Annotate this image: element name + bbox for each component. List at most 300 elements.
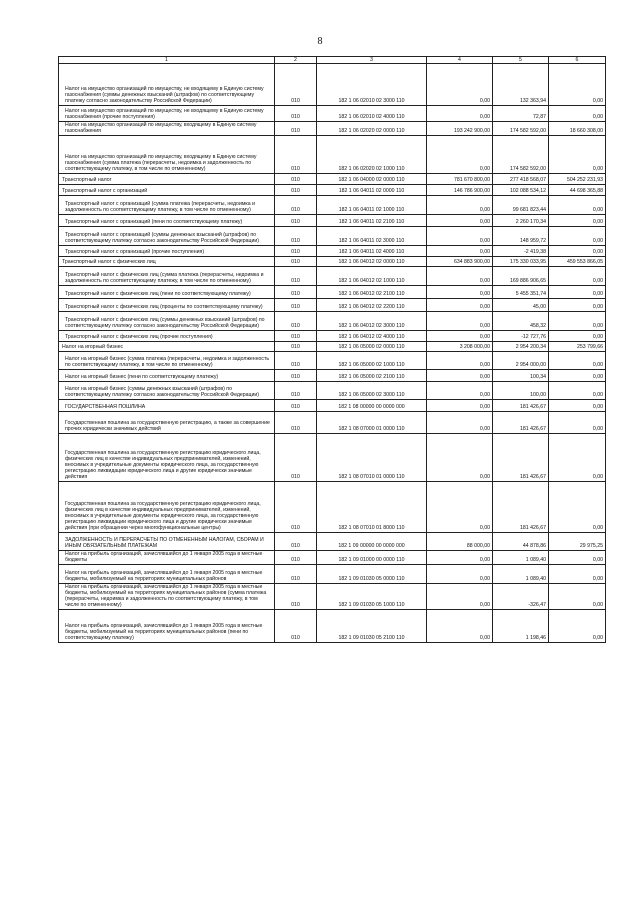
unexecuted-amount-cell bbox=[549, 267, 606, 286]
executed-amount-cell bbox=[493, 312, 549, 331]
budget-code-cell bbox=[317, 257, 427, 267]
planned-amount-cell bbox=[427, 174, 493, 185]
row-name-text: ЗАДОЛЖЕННОСТЬ И ПЕРЕРАСЧЕТЫ ПО ОТМЕНЕННЫМ НАЛОГАМ, СБОРАМ И ИНЫМ ОБЯЗАТЕЛЬНЫМ ПЛАТЕЖАМ bbox=[65, 537, 264, 549]
executed-amount-cell bbox=[493, 584, 549, 610]
unexecuted-amount-text: 0,00 bbox=[592, 392, 603, 398]
line-code-cell bbox=[275, 412, 317, 434]
row-name-cell bbox=[59, 267, 275, 286]
line-code-cell bbox=[275, 246, 317, 257]
line-code-text: 010 bbox=[291, 188, 300, 194]
budget-code-cell bbox=[317, 400, 427, 412]
table-row bbox=[59, 312, 606, 331]
unexecuted-amount-text: 0,00 bbox=[592, 557, 603, 563]
planned-amount-cell bbox=[427, 565, 493, 584]
executed-amount-text: 1 198,46 bbox=[525, 635, 546, 641]
planned-amount-text: 0,00 bbox=[479, 207, 490, 213]
budget-code-text: 182 1 06 05000 02 0000 110 bbox=[338, 344, 405, 350]
executed-amount-cell bbox=[493, 434, 549, 482]
row-name-text: Транспортный налог с физических лиц (проценты по соответствующему платежу) bbox=[65, 304, 263, 310]
column-header: 3 bbox=[317, 57, 427, 64]
executed-amount-cell bbox=[493, 215, 549, 227]
row-name-cell bbox=[59, 215, 275, 227]
planned-amount-text: 0,00 bbox=[479, 249, 490, 255]
budget-code-cell bbox=[317, 312, 427, 331]
planned-amount-text: 0,00 bbox=[479, 374, 490, 380]
row-name-text: Транспортный налог с физических лиц (прочие поступления) bbox=[65, 334, 213, 340]
line-code-text: 010 bbox=[291, 177, 300, 183]
table-row bbox=[59, 299, 606, 312]
table-row bbox=[59, 412, 606, 434]
planned-amount-text: 0,00 bbox=[479, 404, 490, 410]
unexecuted-amount-cell bbox=[549, 584, 606, 610]
unexecuted-amount-text: 0,00 bbox=[592, 635, 603, 641]
row-name-text: Транспортный налог с физических лиц bbox=[62, 259, 156, 265]
budget-code-cell bbox=[317, 246, 427, 257]
unexecuted-amount-cell bbox=[549, 400, 606, 412]
executed-amount-text: 181 426,67 bbox=[520, 426, 546, 432]
budget-code-text: 182 1 08 07000 01 0000 110 bbox=[338, 426, 405, 432]
budget-code-cell bbox=[317, 565, 427, 584]
executed-amount-cell bbox=[493, 382, 549, 400]
line-code-cell bbox=[275, 106, 317, 122]
unexecuted-amount-cell bbox=[549, 551, 606, 565]
executed-amount-text: 102 088 534,12 bbox=[509, 188, 546, 194]
row-name-cell bbox=[59, 331, 275, 342]
unexecuted-amount-cell bbox=[549, 312, 606, 331]
table-row bbox=[59, 610, 606, 643]
table-row bbox=[59, 370, 606, 382]
unexecuted-amount-text: 0,00 bbox=[592, 474, 603, 480]
budget-code-cell bbox=[317, 370, 427, 382]
planned-amount-text: 0,00 bbox=[479, 334, 490, 340]
unexecuted-amount-cell bbox=[549, 286, 606, 299]
row-name-cell bbox=[59, 106, 275, 122]
executed-amount-text: 132 363,94 bbox=[520, 98, 546, 104]
row-name-text: Транспортный налог bbox=[62, 177, 112, 183]
budget-code-text: 182 1 09 01030 05 0000 110 bbox=[338, 576, 405, 582]
row-name-cell bbox=[59, 174, 275, 185]
line-code-cell bbox=[275, 299, 317, 312]
planned-amount-text: 0,00 bbox=[479, 557, 490, 563]
executed-amount-text: 175 330 033,95 bbox=[509, 259, 546, 265]
table-row bbox=[59, 106, 606, 122]
line-code-text: 010 bbox=[291, 238, 300, 244]
row-name-text: Налог на игорный бизнес (суммы денежных взысканий (штрафов) по соответствующему платежу согласно законодательству Российской Федерации) bbox=[65, 386, 260, 398]
budget-code-cell bbox=[317, 331, 427, 342]
executed-amount-cell bbox=[493, 533, 549, 551]
planned-amount-cell bbox=[427, 584, 493, 610]
planned-amount-cell bbox=[427, 122, 493, 136]
line-code-text: 010 bbox=[291, 392, 300, 398]
unexecuted-amount-text: 0,00 bbox=[592, 362, 603, 368]
line-code-cell bbox=[275, 174, 317, 185]
planned-amount-cell bbox=[427, 400, 493, 412]
table-row bbox=[59, 64, 606, 106]
line-code-text: 010 bbox=[291, 635, 300, 641]
executed-amount-text: 45,00 bbox=[533, 304, 546, 310]
planned-amount-cell bbox=[427, 106, 493, 122]
executed-amount-text: 1 089,40 bbox=[525, 576, 546, 582]
budget-code-cell bbox=[317, 482, 427, 533]
unexecuted-amount-cell bbox=[549, 185, 606, 196]
planned-amount-cell bbox=[427, 246, 493, 257]
budget-code-text: 182 1 06 02020 02 1000 110 bbox=[338, 166, 405, 172]
line-code-text: 010 bbox=[291, 278, 300, 284]
executed-amount-cell bbox=[493, 136, 549, 174]
unexecuted-amount-cell bbox=[549, 257, 606, 267]
planned-amount-cell bbox=[427, 267, 493, 286]
executed-amount-text: 174 582 592,00 bbox=[509, 166, 546, 172]
line-code-cell bbox=[275, 352, 317, 370]
row-name-cell bbox=[59, 412, 275, 434]
line-code-cell bbox=[275, 267, 317, 286]
budget-code-cell bbox=[317, 196, 427, 215]
planned-amount-cell bbox=[427, 382, 493, 400]
budget-code-cell bbox=[317, 185, 427, 196]
executed-amount-text: 174 582 592,00 bbox=[509, 128, 546, 134]
line-code-cell bbox=[275, 185, 317, 196]
row-name-cell bbox=[59, 584, 275, 610]
row-name-cell bbox=[59, 565, 275, 584]
column-header: 4 bbox=[427, 57, 493, 64]
table-row bbox=[59, 533, 606, 551]
budget-code-text: 182 1 06 04012 02 2100 110 bbox=[338, 291, 405, 297]
budget-code-text: 182 1 06 02020 02 0000 110 bbox=[338, 128, 405, 134]
row-name-text: Государственная пошлина за государственную регистрацию, а также за совершение прочих юридически значимых действий bbox=[65, 420, 270, 432]
planned-amount-cell bbox=[427, 551, 493, 565]
planned-amount-text: 0,00 bbox=[479, 278, 490, 284]
line-code-text: 010 bbox=[291, 543, 300, 549]
unexecuted-amount-text: 0,00 bbox=[592, 278, 603, 284]
line-code-text: 010 bbox=[291, 259, 300, 265]
table-row bbox=[59, 331, 606, 342]
table-header-row bbox=[59, 57, 606, 64]
unexecuted-amount-text: 0,00 bbox=[592, 291, 603, 297]
budget-code-text: 182 1 06 04012 02 1000 110 bbox=[338, 278, 405, 284]
executed-amount-cell bbox=[493, 246, 549, 257]
row-name-cell bbox=[59, 610, 275, 643]
line-code-cell bbox=[275, 400, 317, 412]
unexecuted-amount-text: 0,00 bbox=[592, 304, 603, 310]
planned-amount-text: 781 670 800,00 bbox=[453, 177, 490, 183]
executed-amount-cell bbox=[493, 122, 549, 136]
executed-amount-cell bbox=[493, 299, 549, 312]
line-code-cell bbox=[275, 610, 317, 643]
planned-amount-cell bbox=[427, 227, 493, 246]
budget-code-cell bbox=[317, 610, 427, 643]
planned-amount-cell bbox=[427, 610, 493, 643]
line-code-text: 010 bbox=[291, 128, 300, 134]
budget-code-cell bbox=[317, 412, 427, 434]
line-code-text: 010 bbox=[291, 291, 300, 297]
row-name-cell bbox=[59, 246, 275, 257]
line-code-cell bbox=[275, 551, 317, 565]
executed-amount-text: 169 886 906,65 bbox=[509, 278, 546, 284]
unexecuted-amount-cell bbox=[549, 246, 606, 257]
executed-amount-text: 181 426,67 bbox=[520, 404, 546, 410]
line-code-cell bbox=[275, 227, 317, 246]
unexecuted-amount-cell bbox=[549, 174, 606, 185]
executed-amount-text: 2 954 200,34 bbox=[515, 344, 546, 350]
unexecuted-amount-text: 253 799,66 bbox=[577, 344, 603, 350]
budget-code-text: 182 1 06 05000 02 1000 110 bbox=[338, 362, 405, 368]
budget-code-text: 182 1 08 07010 01 0000 110 bbox=[338, 474, 405, 480]
planned-amount-text: 0,00 bbox=[479, 166, 490, 172]
executed-amount-cell bbox=[493, 64, 549, 106]
table-row bbox=[59, 286, 606, 299]
unexecuted-amount-text: 44 698 365,88 bbox=[569, 188, 603, 194]
budget-code-text: 182 1 06 04000 02 0000 110 bbox=[338, 177, 405, 183]
line-code-text: 010 bbox=[291, 557, 300, 563]
table-row bbox=[59, 267, 606, 286]
table-row bbox=[59, 551, 606, 565]
line-code-text: 010 bbox=[291, 166, 300, 172]
line-code-text: 010 bbox=[291, 334, 300, 340]
line-code-cell bbox=[275, 136, 317, 174]
unexecuted-amount-text: 0,00 bbox=[592, 238, 603, 244]
row-name-cell bbox=[59, 482, 275, 533]
budget-code-text: 182 1 06 04012 02 4000 110 bbox=[338, 334, 405, 340]
line-code-cell bbox=[275, 584, 317, 610]
line-code-text: 010 bbox=[291, 219, 300, 225]
table-row bbox=[59, 584, 606, 610]
planned-amount-cell bbox=[427, 533, 493, 551]
line-code-cell bbox=[275, 565, 317, 584]
row-name-text: Налог на имущество организаций по имуществу, входящему в Единую систему газоснабжения (сумма платежа (перерасчеты, недоимка и задолженность по соответствующему платежу, в том числе по отмененному) bbox=[65, 154, 257, 172]
unexecuted-amount-text: 0,00 bbox=[592, 602, 603, 608]
planned-amount-text: 0,00 bbox=[479, 114, 490, 120]
planned-amount-text: 0,00 bbox=[479, 426, 490, 432]
line-code-cell bbox=[275, 434, 317, 482]
table-row bbox=[59, 400, 606, 412]
column-header: 1 bbox=[59, 57, 275, 64]
executed-amount-text: -2 419,38 bbox=[524, 249, 546, 255]
row-name-cell bbox=[59, 352, 275, 370]
executed-amount-text: 100,00 bbox=[530, 392, 546, 398]
unexecuted-amount-cell bbox=[549, 342, 606, 352]
executed-amount-cell bbox=[493, 196, 549, 215]
planned-amount-text: 0,00 bbox=[479, 392, 490, 398]
executed-amount-text: 181 426,67 bbox=[520, 525, 546, 531]
planned-amount-text: 0,00 bbox=[479, 474, 490, 480]
planned-amount-cell bbox=[427, 370, 493, 382]
report-table bbox=[58, 56, 606, 643]
line-code-text: 010 bbox=[291, 426, 300, 432]
table-row bbox=[59, 342, 606, 352]
row-name-text: Транспортный налог с организаций (суммы денежных взысканий (штрафов) по соответствующему платежу согласно законодательству Российской Федерации) bbox=[65, 232, 260, 244]
unexecuted-amount-text: 459 553 866,05 bbox=[566, 259, 603, 265]
row-name-cell bbox=[59, 122, 275, 136]
unexecuted-amount-cell bbox=[549, 565, 606, 584]
planned-amount-text: 88 000,00 bbox=[466, 543, 490, 549]
row-name-text: Транспортный налог с физических лиц (суммы денежных взысканий (штрафов) по соответствующему платежу согласно законодательству Российской Федерации) bbox=[65, 317, 265, 329]
line-code-text: 010 bbox=[291, 114, 300, 120]
row-name-cell bbox=[59, 370, 275, 382]
row-name-text: Транспортный налог с физических лиц (пени по соответствующему платежу) bbox=[65, 291, 251, 297]
planned-amount-text: 0,00 bbox=[479, 362, 490, 368]
budget-code-cell bbox=[317, 215, 427, 227]
budget-code-text: 182 1 09 01030 05 2100 110 bbox=[338, 635, 405, 641]
budget-code-cell bbox=[317, 227, 427, 246]
executed-amount-text: 5 455 351,74 bbox=[515, 291, 546, 297]
line-code-cell bbox=[275, 382, 317, 400]
row-name-cell bbox=[59, 400, 275, 412]
line-code-cell bbox=[275, 122, 317, 136]
unexecuted-amount-text: 0,00 bbox=[592, 525, 603, 531]
table-row bbox=[59, 246, 606, 257]
unexecuted-amount-text: 18 660 308,00 bbox=[569, 128, 603, 134]
row-name-text: Налог на имущество организаций по имуществу, не входящему в Единую систему газоснабжения (суммы денежных взысканий (штрафов) по соответствующему платежу согласно законодательству Российской Федерации) bbox=[65, 86, 264, 104]
row-name-cell bbox=[59, 551, 275, 565]
unexecuted-amount-cell bbox=[549, 434, 606, 482]
line-code-cell bbox=[275, 312, 317, 331]
planned-amount-text: 0,00 bbox=[479, 635, 490, 641]
budget-code-text: 182 1 08 07010 01 8000 110 bbox=[338, 525, 405, 531]
planned-amount-cell bbox=[427, 482, 493, 533]
row-name-cell bbox=[59, 286, 275, 299]
executed-amount-cell bbox=[493, 267, 549, 286]
unexecuted-amount-cell bbox=[549, 482, 606, 533]
unexecuted-amount-text: 504 252 231,93 bbox=[566, 177, 603, 183]
row-name-text: Налог на прибыль организаций, зачислявшийся до 1 января 2005 года в местные бюджеты, мобилизуемый на территориях муниципальных районов bbox=[65, 570, 263, 582]
budget-code-cell bbox=[317, 136, 427, 174]
planned-amount-cell bbox=[427, 286, 493, 299]
planned-amount-cell bbox=[427, 64, 493, 106]
executed-amount-text: -326,47 bbox=[528, 602, 546, 608]
budget-code-cell bbox=[317, 434, 427, 482]
budget-code-cell bbox=[317, 382, 427, 400]
row-name-text: Налог на прибыль организаций, зачислявшийся до 1 января 2005 года в местные бюджеты, мобилизуемый на территориях муниципальных районов (пени по соответствующему платежу) bbox=[65, 623, 263, 641]
row-name-text: Налог на прибыль организаций, зачислявшийся до 1 января 2005 года в местные бюджеты, мобилизуемый на территориях муниципальных районов (сумма платежа (перерасчеты, недоимка и задолженность по соответствующему платежу, в том числе по отмененному) bbox=[65, 584, 267, 608]
unexecuted-amount-cell bbox=[549, 610, 606, 643]
executed-amount-cell bbox=[493, 610, 549, 643]
planned-amount-cell bbox=[427, 196, 493, 215]
unexecuted-amount-text: 0,00 bbox=[592, 219, 603, 225]
planned-amount-cell bbox=[427, 299, 493, 312]
row-name-text: Налог на игорный бизнес (пени по соответствующему платежу) bbox=[65, 374, 219, 380]
unexecuted-amount-text: 0,00 bbox=[592, 334, 603, 340]
budget-code-text: 182 1 06 04011 02 4000 110 bbox=[338, 249, 405, 255]
line-code-cell bbox=[275, 286, 317, 299]
unexecuted-amount-cell bbox=[549, 299, 606, 312]
table-row bbox=[59, 136, 606, 174]
planned-amount-text: 3 208 000,00 bbox=[459, 344, 490, 350]
budget-code-cell bbox=[317, 299, 427, 312]
table-row bbox=[59, 565, 606, 584]
column-header: 2 bbox=[275, 57, 317, 64]
planned-amount-text: 193 242 900,00 bbox=[453, 128, 490, 134]
budget-code-text: 182 1 06 04012 02 2200 110 bbox=[338, 304, 405, 310]
executed-amount-cell bbox=[493, 331, 549, 342]
planned-amount-text: 0,00 bbox=[479, 525, 490, 531]
budget-code-text: 182 1 09 01000 00 0000 110 bbox=[338, 557, 405, 563]
row-name-text: Транспортный налог с организаций bbox=[62, 188, 148, 194]
executed-amount-cell bbox=[493, 370, 549, 382]
line-code-text: 010 bbox=[291, 602, 300, 608]
table-row bbox=[59, 196, 606, 215]
executed-amount-cell bbox=[493, 227, 549, 246]
row-name-cell bbox=[59, 434, 275, 482]
executed-amount-cell bbox=[493, 342, 549, 352]
planned-amount-cell bbox=[427, 136, 493, 174]
unexecuted-amount-text: 0,00 bbox=[592, 166, 603, 172]
unexecuted-amount-cell bbox=[549, 196, 606, 215]
table-row bbox=[59, 174, 606, 185]
executed-amount-cell bbox=[493, 400, 549, 412]
unexecuted-amount-cell bbox=[549, 106, 606, 122]
report-body bbox=[59, 64, 606, 643]
row-name-cell bbox=[59, 136, 275, 174]
line-code-text: 010 bbox=[291, 374, 300, 380]
budget-code-cell bbox=[317, 174, 427, 185]
line-code-text: 010 bbox=[291, 362, 300, 368]
column-header: 6 bbox=[549, 57, 606, 64]
budget-code-cell bbox=[317, 267, 427, 286]
budget-code-text: 182 1 09 01030 05 1000 110 bbox=[338, 602, 405, 608]
executed-amount-text: 181 426,67 bbox=[520, 474, 546, 480]
unexecuted-amount-cell bbox=[549, 331, 606, 342]
executed-amount-text: 2 260 170,34 bbox=[515, 219, 546, 225]
budget-code-cell bbox=[317, 122, 427, 136]
row-name-text: Транспортный налог с физических лиц (сумма платежа (перерасчеты, недоимка и задолженность по соответствующему платежу, в том числе по отмененному) bbox=[65, 272, 264, 284]
row-name-text: Транспортный налог с организаций (сумма платежа (перерасчеты, недоимка и задолженность по соответствующему платежу, в том числе по отмененному) bbox=[65, 201, 256, 213]
planned-amount-text: 634 883 900,00 bbox=[453, 259, 490, 265]
row-name-text: Налог на прибыль организаций, зачислявшийся до 1 января 2005 года в местные бюджеты bbox=[65, 551, 263, 563]
executed-amount-cell bbox=[493, 565, 549, 584]
row-name-text: Налог на имущество организаций по имуществу, не входящему в Единую систему газоснабжения (прочие поступления) bbox=[65, 108, 264, 120]
line-code-cell bbox=[275, 482, 317, 533]
executed-amount-text: -12 727,76 bbox=[521, 334, 546, 340]
planned-amount-cell bbox=[427, 434, 493, 482]
table-row bbox=[59, 122, 606, 136]
line-code-cell bbox=[275, 64, 317, 106]
executed-amount-cell bbox=[493, 174, 549, 185]
unexecuted-amount-text: 0,00 bbox=[592, 576, 603, 582]
unexecuted-amount-cell bbox=[549, 215, 606, 227]
unexecuted-amount-cell bbox=[549, 370, 606, 382]
table-row bbox=[59, 352, 606, 370]
line-code-cell bbox=[275, 533, 317, 551]
line-code-cell bbox=[275, 370, 317, 382]
page-number: 8 bbox=[317, 36, 323, 47]
unexecuted-amount-cell bbox=[549, 352, 606, 370]
line-code-text: 010 bbox=[291, 98, 300, 104]
planned-amount-text: 0,00 bbox=[479, 238, 490, 244]
budget-code-text: 182 1 06 02010 02 3000 110 bbox=[338, 98, 405, 104]
unexecuted-amount-cell bbox=[549, 382, 606, 400]
table-row bbox=[59, 382, 606, 400]
unexecuted-amount-text: 0,00 bbox=[592, 374, 603, 380]
planned-amount-cell bbox=[427, 352, 493, 370]
executed-amount-text: 277 418 568,07 bbox=[509, 177, 546, 183]
executed-amount-cell bbox=[493, 185, 549, 196]
row-name-text: Транспортный налог с организаций (пени по соответствующему платежу) bbox=[65, 219, 243, 225]
line-code-text: 010 bbox=[291, 404, 300, 410]
planned-amount-text: 146 786 900,00 bbox=[453, 188, 490, 194]
row-name-cell bbox=[59, 312, 275, 331]
budget-code-cell bbox=[317, 584, 427, 610]
planned-amount-text: 0,00 bbox=[479, 304, 490, 310]
row-name-text: Транспортный налог с организаций (прочие поступления) bbox=[65, 249, 205, 255]
executed-amount-text: 458,32 bbox=[530, 323, 546, 329]
line-code-cell bbox=[275, 215, 317, 227]
line-code-text: 010 bbox=[291, 525, 300, 531]
planned-amount-text: 0,00 bbox=[479, 323, 490, 329]
planned-amount-cell bbox=[427, 331, 493, 342]
executed-amount-cell bbox=[493, 352, 549, 370]
row-name-text: Налог на игорный бизнес (сумма платежа (перерасчеты, недоимка и задолженность по соответствующему платежу, в том числе по отмененному) bbox=[65, 356, 270, 368]
unexecuted-amount-text: 0,00 bbox=[592, 323, 603, 329]
